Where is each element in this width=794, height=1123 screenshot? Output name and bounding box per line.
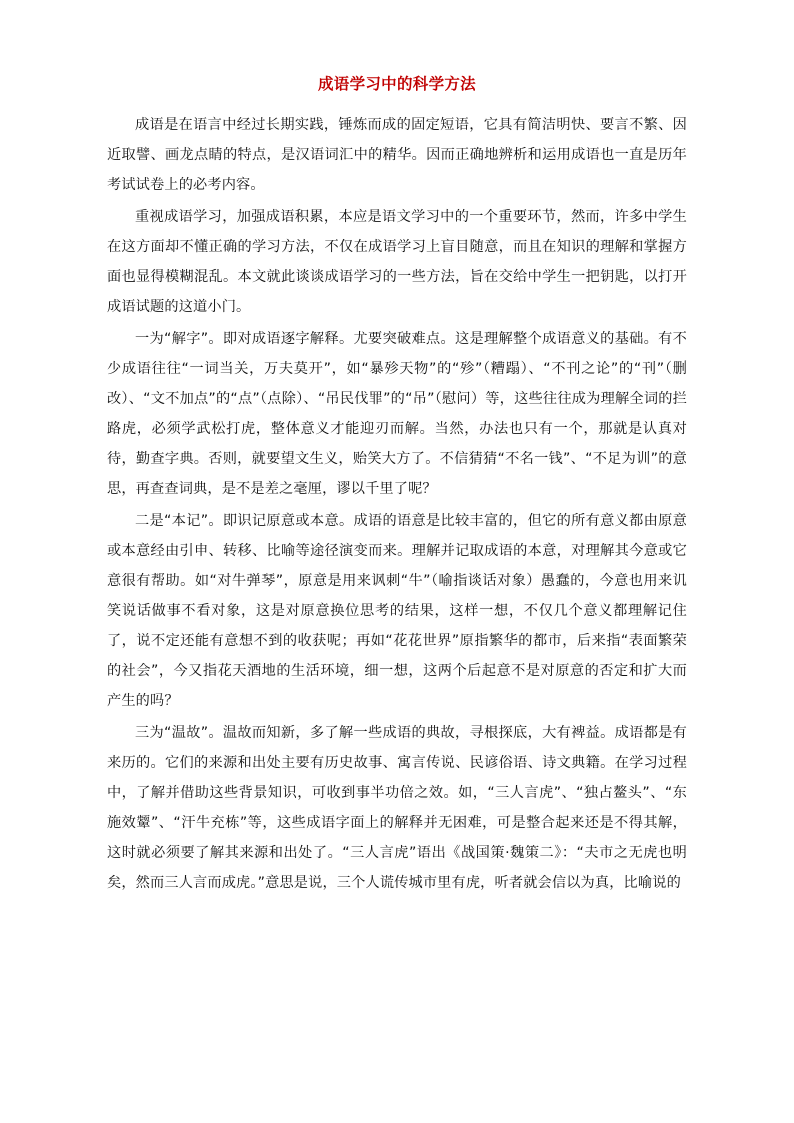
document-title: 成语学习中的科学方法 — [317, 74, 476, 93]
document-page — [107, 66, 687, 900]
paragraph-method-1: 一为“解字”。即对成语逐字解释。尤要突破难点。这是理解整个成语意义的基础。有不少成语往往“一词当关，万夫莫开”，如“暴殄天物”的“殄”（糟蹋）、“不刊之论”的“刊”（删改）、“文不加点”的“点”（点除）、“吊民伐罪”的“吊”（慰问）等，这些往往成为理解全词的拦路虎，必须学武松打虎，整体意义才能迎刃而解。当然，办法也只有一个，那就是认真对待，勤查字典。否则，就要望文生义，贻笑大方了。不信猜猜“不名一钱”、“不足为训”的意思，再查查词典，是不是差之毫厘，谬以千里了呢？ — [107, 331, 687, 497]
paragraph-method-3: 三为“温故”。温故而知新，多了解一些成语的典故，寻根探底，大有裨益。成语都是有来历的。它们的来源和出处主要有历史故事、寓言传说、民谚俗语、诗文典籍。在学习过程中，了解并借助这些背景知识，可收到事半功倍之效。如，“三人言虎”、“独占鳌头”、“东施效颦”、“汗牛充栋”等，这些成语字面上的解释并无困难，可是整合起来还是不得其解，这时就必须要了解其来源和出处了。“三人言虎”语出《战国策·魏策二》：“夫市之无虎也明矣，然而三人言而成虎。”意思是说，三个人谎传城市里有虎，听者就会信以为真，比喻说的 — [107, 725, 687, 891]
paragraph-importance: 重视成语学习，加强成语积累，本应是语文学习中的一个重要环节，然而，许多中学生在这方面却不懂正确的学习方法，不仅在成语学习上盲目随意，而且在知识的理解和掌握方面也显得模糊混乱。本文就此谈谈成语学习的一些方法，旨在交给中学生一把钥匙，以打开成语试题的这道小门。 — [107, 209, 687, 315]
paragraph-method-2: 二是“本记”。即识记原意或本意。成语的语意是比较丰富的，但它的所有意义都由原意或本意经由引申、转移、比喻等途径演变而来。理解并记取成语的本意，对理解其今意或它意很有帮助。如“对牛弹琴”，原意是用来讽刺“牛”（喻指谈话对象）愚蠢的，今意也用来讥笑说话做事不看对象，这是对原意换位思考的结果，这样一想，不仅几个意义都理解记住了，说不定还能有意想不到的收获呢；再如“花花世界”原指繁华的都市，后来指“表面繁荣的社会”，今又指花天酒地的生活环境，细一想，这两个后起意不是对原意的否定和扩大而产生的吗？ — [107, 513, 687, 709]
paragraph-intro: 成语是在语言中经过长期实践，锤炼而成的固定短语，它具有简洁明快、要言不繁、因近取譬、画龙点睛的特点，是汉语词汇中的精华。因而正确地辨析和运用成语也一直是历年考试试卷上的必考内容。 — [107, 117, 687, 193]
